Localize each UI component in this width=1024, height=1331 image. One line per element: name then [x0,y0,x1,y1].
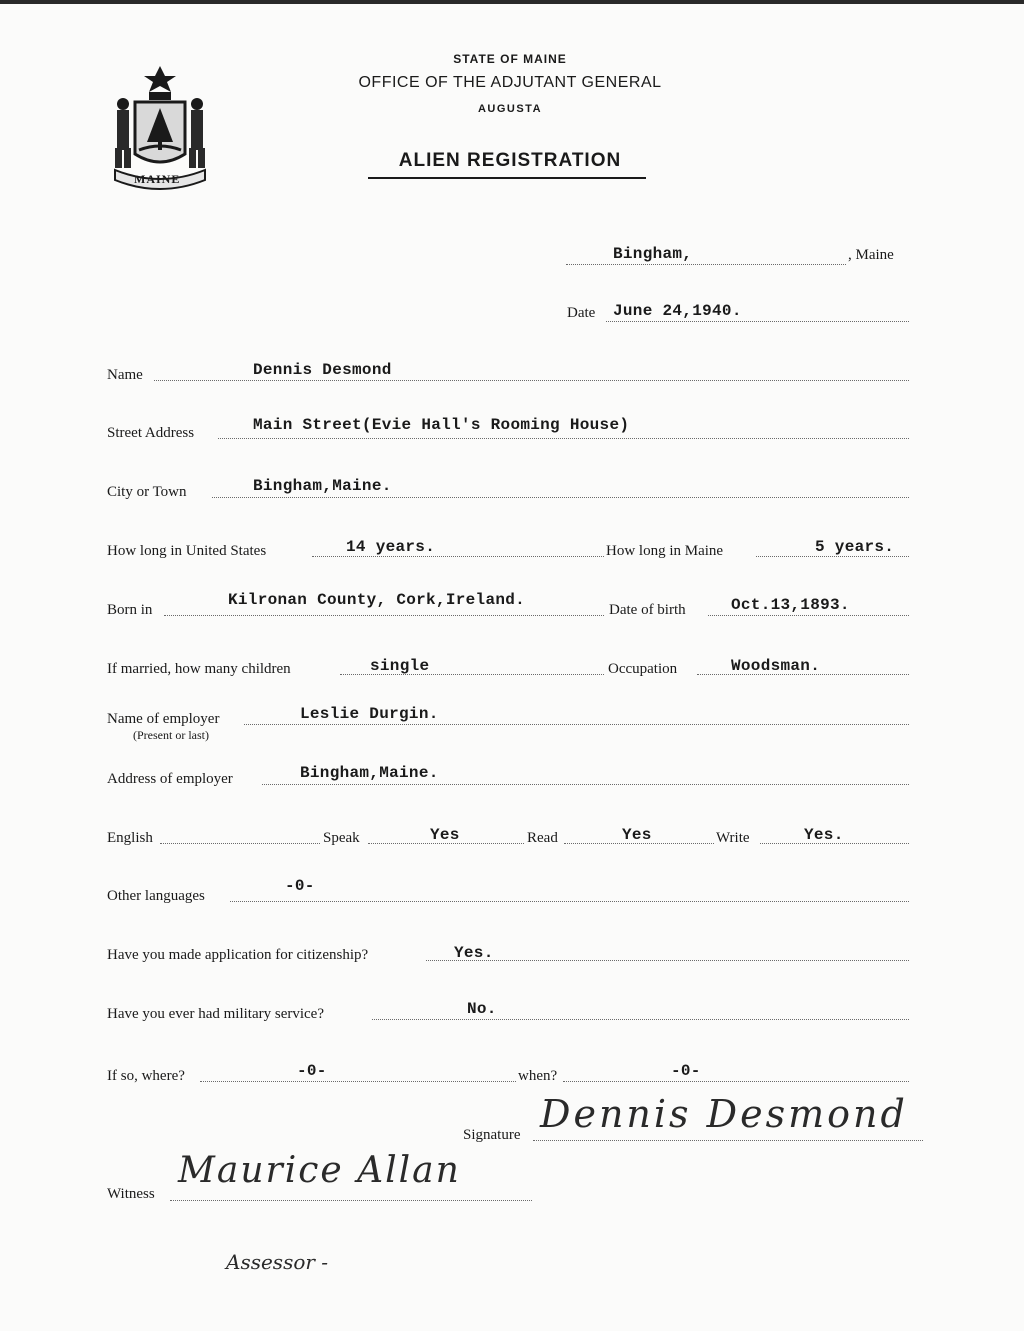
signature-dots [533,1140,923,1141]
header-office: OFFICE OF THE ADJUTANT GENERAL [358,74,662,91]
where-label: If so, where? [107,1068,185,1084]
header-city: AUGUSTA [477,103,543,115]
location-dots [566,264,846,265]
dob-dots [708,615,909,616]
header-state: STATE OF MAINE [453,52,567,66]
city-label: City or Town [107,484,187,500]
years-us-value: 14 years. [346,538,436,556]
read-value: Yes [622,826,652,844]
read-label: Read [527,830,558,846]
other-languages-dots [230,901,909,902]
witness-title-handwritten: Assessor - [226,1250,329,1274]
born-in-value: Kilronan County, Cork,Ireland. [228,591,526,609]
witness-dots [170,1200,532,1201]
street-value: Main Street(Evie Hall's Rooming House) [253,416,630,434]
when-dots [563,1081,909,1082]
employer-dots [244,724,909,725]
where-value: -0- [297,1062,327,1080]
name-dots [154,380,909,381]
street-dots [218,438,909,439]
children-label: If married, how many children [107,661,291,677]
top-border [0,0,1024,4]
born-in-dots [164,615,604,616]
seal-banner-text: MAINE [134,172,181,186]
employer-value: Leslie Durgin. [300,705,439,723]
employer-address-value: Bingham,Maine. [300,764,439,782]
title-underline [368,177,646,179]
city-dots [212,497,909,498]
dob-value: Oct.13,1893. [731,596,850,614]
city-value: Bingham,Maine. [253,477,392,495]
when-label: when? [518,1068,558,1084]
speak-value: Yes [430,826,460,844]
citizenship-label: Have you made application for citizenship? [107,947,369,963]
years-us-label: How long in United States [107,543,267,559]
date-dots [606,321,909,322]
employer-address-label: Address of employer [107,771,233,787]
occupation-value: Woodsman. [731,657,821,675]
military-value: No. [467,1000,497,1018]
employer-label: Name of employer [107,711,220,727]
children-value: single [370,657,430,675]
years-maine-label: How long in Maine [606,543,724,559]
where-dots [200,1081,516,1082]
born-in-label: Born in [107,602,153,618]
street-label: Street Address [107,425,195,441]
years-maine-value: 5 years. [815,538,895,556]
employer-sublabel: (Present or last) [133,728,209,742]
page-title: ALIEN REGISTRATION [398,150,622,171]
date-label: Date [567,305,596,321]
citizenship-value: Yes. [454,944,494,962]
write-value: Yes. [804,826,844,844]
other-languages-label: Other languages [107,888,205,904]
military-label: Have you ever had military service? [107,1006,324,1022]
military-dots [372,1019,909,1020]
write-label: Write [716,830,750,846]
name-value: Dennis Desmond [253,361,392,379]
employer-address-dots [262,784,909,785]
date-value: June 24,1940. [613,302,742,320]
dob-label: Date of birth [609,602,686,618]
english-dots [160,843,320,844]
witness-label: Witness [107,1186,155,1202]
location-value: Bingham, [613,245,693,263]
witness-handwritten: Maurice Allan [178,1150,461,1191]
citizenship-dots [426,960,909,961]
location-suffix: , Maine [848,247,894,263]
years-maine-dots [756,556,909,557]
name-label: Name [107,367,143,383]
english-label: English [107,830,153,846]
occupation-label: Occupation [608,661,678,677]
other-languages-value: -0- [285,877,315,895]
signature-handwritten: Dennis Desmond [540,1092,908,1136]
when-value: -0- [671,1062,701,1080]
speak-label: Speak [323,830,360,846]
years-us-dots [312,556,604,557]
signature-label: Signature [463,1127,521,1143]
